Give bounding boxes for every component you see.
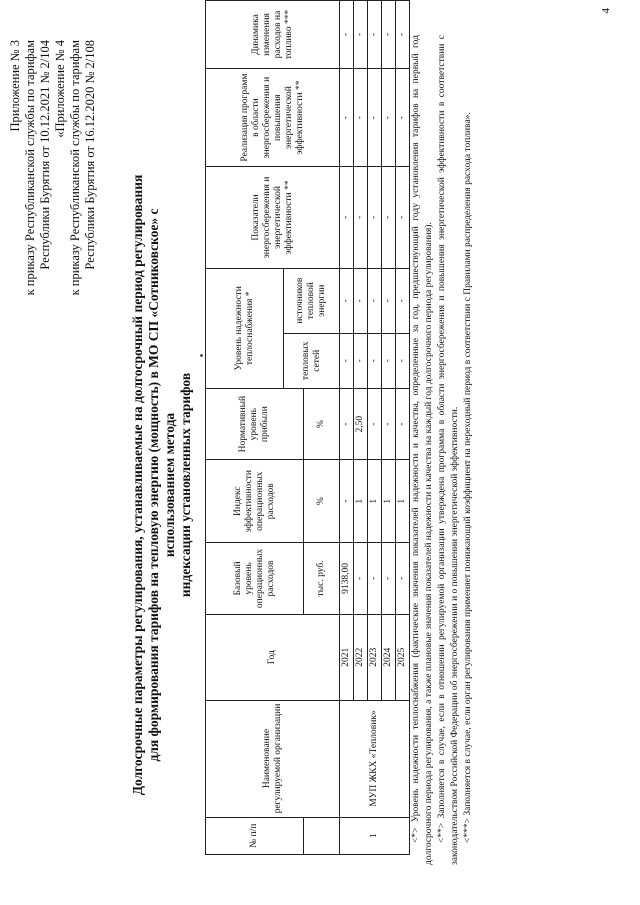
cell-profit: - [382,388,396,459]
header-year: Год [206,614,340,700]
cell-profit: 2,50 [354,388,368,459]
cell-base: - [368,543,382,615]
header-reliability-net: тепловых сетей [284,333,340,388]
header-line: Республики Бурятия от 16.12.2020 № 2/108 [83,40,97,270]
cell-dynamics: - [340,1,354,69]
title-line: индексации установленных тарифов [178,372,193,598]
cell-year: 2024 [382,614,396,700]
cell-energy: - [340,167,354,269]
header-org: Наименование регулируемой организации [206,700,340,817]
header-line: «Приложение № 4 [53,40,67,138]
header-reliability: Уровень надежности теплоснабжения * [206,268,284,388]
cell-index: 1 [382,460,396,543]
cell-programs: - [396,69,410,167]
header-num-blank [304,817,340,854]
cell-programs: - [368,69,382,167]
cell-programs: - [354,69,368,167]
footnotes [410,35,476,865]
cell-profit: - [368,388,382,459]
cell-index: 1 [354,460,368,543]
cell-src: - [340,268,354,333]
cell-profit: - [340,388,354,459]
cell-year: 2021 [340,614,354,700]
header-profit: Нормативный уровень прибыли [206,388,304,459]
cell-energy: - [368,167,382,269]
cell-src: - [382,268,396,333]
cell-year: 2023 [368,614,382,700]
cell-index: - [340,460,354,543]
cell-year: 2022 [354,614,368,700]
cell-energy: - [396,167,410,269]
cell-net: - [382,333,396,388]
cell-profit: - [396,388,410,459]
cell-net: - [354,333,368,388]
cell-base: 9138,00 [340,543,354,615]
header-line: Приложение № 3 [8,40,22,132]
document-title [130,165,194,805]
table-row [340,1,354,855]
footnote-1: <*> Уровень надежности теплоснабжения (фактические значения показателей надежности и качества, определенные за год, предшествующий году установления тарифов на первый год долгосрочного периода регулирования, а также плановые значения показателей надежности и качества на каждый год долгосрочного периода регулирования). [411,35,434,865]
scan-speck [200,354,203,357]
org-num: 1 [340,817,410,854]
cell-src: - [396,268,410,333]
title-line: для формирования тарифов на тепловую энергию (мощность) в МО СП «Сотниковское» с использованием метода [146,208,177,762]
cell-programs: - [340,69,354,167]
cell-energy: - [354,167,368,269]
unit-base: тыс. руб. [304,543,340,615]
unit-profit: % [304,388,340,459]
header-reliability-src: источников тепловой энергии [284,268,340,333]
title-line: Долгосрочные параметры регулирования, устанавливаемые на долгосрочный период регулирования [130,174,145,796]
cell-dynamics: - [396,1,410,69]
header-line: Республики Бурятия от 10.12.2021 № 2/104 [38,40,52,270]
header-index: Индекс эффективности операционных расходов [206,460,304,543]
header-energy: Показатели энергосбережения и энергетической эффективности ** [206,167,340,269]
header-line: к приказу Республиканской службы по тарифам [23,40,37,296]
cell-dynamics: - [354,1,368,69]
cell-net: - [340,333,354,388]
cell-src: - [354,268,368,333]
header-base: Базовый уровень операционных расходов [206,543,304,615]
cell-base: - [396,543,410,615]
cell-index: 1 [368,460,382,543]
cell-year: 2025 [396,614,410,700]
parameters-table [205,0,410,855]
footnote-3: <***> Заполняется в случае, если орган регулирования применяет понижающий коэффициент на переходный период в соответствии с Правилами распределения расхода топлива». [463,112,473,843]
footnote-2: <**> Заполняется в случае, если в отношении регулируемой организации утверждена программа в области энергосбережения и повышения энергетической эффективности в соответствии с законодательством Российской Федерации об энергосбережении и о повышении энергетической эффективности. [437,35,460,865]
cell-base: - [354,543,368,615]
appendix-header [8,40,98,295]
cell-programs: - [382,69,396,167]
header-dynamics: Динамика изменения расходов на топливо *** [206,1,340,69]
header-num: № п/п [206,817,304,854]
cell-dynamics: - [382,1,396,69]
cell-index: 1 [396,460,410,543]
cell-net: - [396,333,410,388]
cell-base: - [382,543,396,615]
org-name: МУП ЖКХ «Тепловик» [340,700,410,817]
unit-index: % [304,460,340,543]
cell-dynamics: - [368,1,382,69]
cell-net: - [368,333,382,388]
header-line: к приказу Республиканской службы по тарифам [68,40,82,296]
page-number: 4 [600,8,612,14]
header-programs: Реализация программ в области энергосбережения и повышения энергетической эффективности ** [206,69,340,167]
cell-energy: - [382,167,396,269]
cell-src: - [368,268,382,333]
